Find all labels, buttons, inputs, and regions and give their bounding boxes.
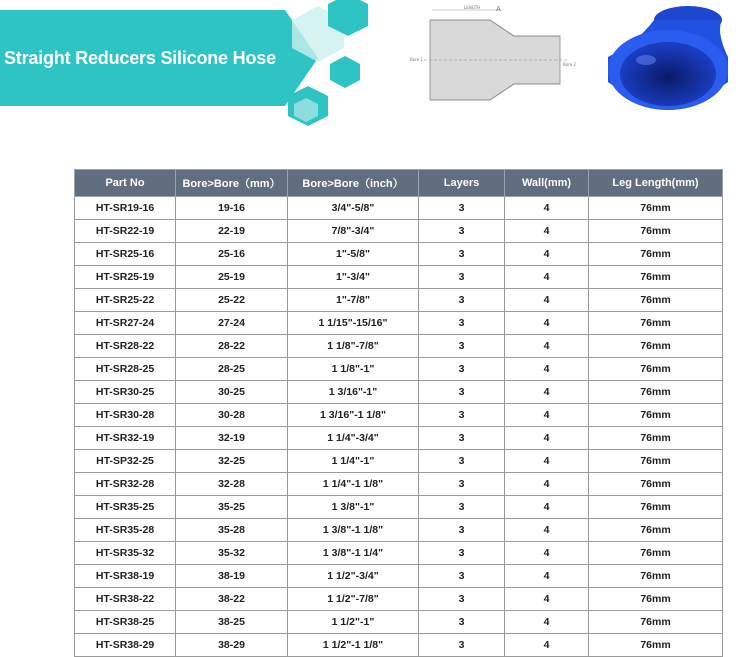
cell-wall: 4: [505, 611, 589, 634]
cell-leg-length: 76mm: [589, 473, 723, 496]
cell-bore-mm: 38-25: [176, 611, 288, 634]
table-header-row: [75, 170, 723, 197]
cell-part-no: HT-SR38-25: [75, 611, 176, 634]
cell-bore-inch: 1 1/8"-7/8": [288, 335, 419, 358]
header-part-no: Part No: [75, 170, 176, 197]
table-row: [75, 473, 723, 496]
cell-bore-mm: 25-19: [176, 266, 288, 289]
cell-bore-inch: 1 1/2"-1": [288, 611, 419, 634]
cell-layers: 3: [419, 335, 505, 358]
cell-bore-inch: 1 1/2"-3/4": [288, 565, 419, 588]
cell-leg-length: 76mm: [589, 519, 723, 542]
cell-leg-length: 76mm: [589, 289, 723, 312]
cell-bore-mm: 30-28: [176, 404, 288, 427]
cell-part-no: HT-SR19-16: [75, 197, 176, 220]
cell-bore-inch: 1"-3/4": [288, 266, 419, 289]
cell-leg-length: 76mm: [589, 611, 723, 634]
cell-bore-inch: 1 1/8"-1": [288, 358, 419, 381]
cell-wall: 4: [505, 335, 589, 358]
cell-wall: 4: [505, 565, 589, 588]
cell-bore-inch: 1 3/8"-1 1/4": [288, 542, 419, 565]
cell-bore-mm: 38-29: [176, 634, 288, 657]
cell-part-no: HT-SR30-25: [75, 381, 176, 404]
cell-part-no: HT-SR38-19: [75, 565, 176, 588]
cell-bore-mm: 38-19: [176, 565, 288, 588]
cell-part-no: HT-SP32-25: [75, 450, 176, 473]
cell-leg-length: 76mm: [589, 243, 723, 266]
cell-bore-mm: 35-25: [176, 496, 288, 519]
cell-leg-length: 76mm: [589, 381, 723, 404]
cell-wall: 4: [505, 220, 589, 243]
cell-layers: 3: [419, 634, 505, 657]
table-row: [75, 542, 723, 565]
cell-bore-inch: 1 1/4"-1 1/8": [288, 473, 419, 496]
cell-layers: 3: [419, 542, 505, 565]
cell-bore-mm: 27-24: [176, 312, 288, 335]
cell-wall: 4: [505, 588, 589, 611]
cell-bore-inch: 1 3/16"-1 1/8": [288, 404, 419, 427]
cell-bore-inch: 1 3/8"-1 1/8": [288, 519, 419, 542]
cell-wall: 4: [505, 243, 589, 266]
cell-wall: 4: [505, 404, 589, 427]
cell-part-no: HT-SR28-25: [75, 358, 176, 381]
cell-leg-length: 76mm: [589, 565, 723, 588]
cell-layers: 3: [419, 404, 505, 427]
cell-bore-mm: 32-28: [176, 473, 288, 496]
cell-leg-length: 76mm: [589, 335, 723, 358]
cell-part-no: HT-SR25-16: [75, 243, 176, 266]
table-row: [75, 289, 723, 312]
table-row: [75, 450, 723, 473]
cell-wall: 4: [505, 496, 589, 519]
header-bore-mm: Bore>Bore（mm）: [176, 170, 288, 197]
table-row: [75, 243, 723, 266]
cell-layers: 3: [419, 565, 505, 588]
cell-bore-mm: 28-22: [176, 335, 288, 358]
header-leg-length: Leg Length(mm): [589, 170, 723, 197]
table-row: [75, 496, 723, 519]
cell-bore-mm: 32-19: [176, 427, 288, 450]
cell-leg-length: 76mm: [589, 312, 723, 335]
cell-part-no: HT-SR35-32: [75, 542, 176, 565]
cell-part-no: HT-SR30-28: [75, 404, 176, 427]
bore2-label: Bore 2: [563, 62, 577, 67]
cell-part-no: HT-SR35-25: [75, 496, 176, 519]
cell-wall: 4: [505, 450, 589, 473]
cell-bore-mm: 25-16: [176, 243, 288, 266]
cell-bore-inch: 1"-7/8": [288, 289, 419, 312]
cell-leg-length: 76mm: [589, 266, 723, 289]
cell-wall: 4: [505, 312, 589, 335]
cell-leg-length: 76mm: [589, 404, 723, 427]
table-row: [75, 358, 723, 381]
cell-layers: 3: [419, 381, 505, 404]
blue-silicone-reducer-image: [598, 2, 738, 122]
table-row: [75, 519, 723, 542]
cell-bore-inch: 1 1/4"-3/4": [288, 427, 419, 450]
hose-dimension-diagram: [402, 2, 587, 110]
cell-bore-mm: 32-25: [176, 450, 288, 473]
header-layers: Layers: [419, 170, 505, 197]
cell-part-no: HT-SR28-22: [75, 335, 176, 358]
cell-wall: 4: [505, 427, 589, 450]
bore1-label: Bore 1: [410, 57, 424, 62]
table-row: [75, 404, 723, 427]
cell-wall: 4: [505, 266, 589, 289]
table-row: [75, 565, 723, 588]
cell-leg-length: 76mm: [589, 542, 723, 565]
cell-bore-inch: 3/4"-5/8": [288, 197, 419, 220]
letter-a-label: A: [496, 5, 501, 13]
cell-bore-mm: 19-16: [176, 197, 288, 220]
cell-bore-inch: 1 3/8"-1": [288, 496, 419, 519]
cell-bore-mm: 30-25: [176, 381, 288, 404]
cell-wall: 4: [505, 542, 589, 565]
cell-layers: 3: [419, 197, 505, 220]
table-row: [75, 312, 723, 335]
cell-layers: 3: [419, 473, 505, 496]
banner-title: Straight Reducers Silicone Hose: [4, 48, 276, 68]
cell-part-no: HT-SR38-29: [75, 634, 176, 657]
cell-layers: 3: [419, 220, 505, 243]
cell-bore-mm: 35-28: [176, 519, 288, 542]
product-banner: [0, 0, 750, 160]
cell-wall: 4: [505, 634, 589, 657]
cell-leg-length: 76mm: [589, 634, 723, 657]
cell-part-no: HT-SR22-19: [75, 220, 176, 243]
cell-layers: 3: [419, 588, 505, 611]
cell-layers: 3: [419, 312, 505, 335]
cell-wall: 4: [505, 519, 589, 542]
reducer-outline-drawing: [402, 2, 587, 110]
cell-leg-length: 76mm: [589, 450, 723, 473]
header-wall: Wall(mm): [505, 170, 589, 197]
cell-layers: 3: [419, 427, 505, 450]
table-row: [75, 588, 723, 611]
table-row: [75, 197, 723, 220]
cell-leg-length: 76mm: [589, 588, 723, 611]
table-row: [75, 220, 723, 243]
cell-wall: 4: [505, 381, 589, 404]
table-row: [75, 427, 723, 450]
cell-wall: 4: [505, 473, 589, 496]
cell-leg-length: 76mm: [589, 197, 723, 220]
table-row: [75, 634, 723, 657]
table-row: [75, 266, 723, 289]
cell-part-no: HT-SR35-28: [75, 519, 176, 542]
hexagon-banner-graphic: [0, 0, 380, 140]
hose-spec-table: [74, 169, 723, 657]
cell-layers: 3: [419, 450, 505, 473]
cell-leg-length: 76mm: [589, 496, 723, 519]
cell-layers: 3: [419, 519, 505, 542]
cell-bore-inch: 1 1/4"-1": [288, 450, 419, 473]
cell-bore-inch: 1"-5/8": [288, 243, 419, 266]
cell-leg-length: 76mm: [589, 427, 723, 450]
cell-wall: 4: [505, 358, 589, 381]
cell-bore-inch: 1 1/2"-1 1/8": [288, 634, 419, 657]
cell-part-no: HT-SR32-19: [75, 427, 176, 450]
cell-bore-inch: 7/8"-3/4": [288, 220, 419, 243]
length-label: LENGTH: [464, 5, 481, 10]
cell-layers: 3: [419, 266, 505, 289]
cell-leg-length: 76mm: [589, 220, 723, 243]
cell-leg-length: 76mm: [589, 358, 723, 381]
cell-part-no: HT-SR25-19: [75, 266, 176, 289]
cell-bore-inch: 1 1/2"-7/8": [288, 588, 419, 611]
cell-part-no: HT-SR25-22: [75, 289, 176, 312]
cell-layers: 3: [419, 289, 505, 312]
cell-bore-mm: 28-25: [176, 358, 288, 381]
table-body: [75, 197, 723, 657]
cell-bore-mm: 25-22: [176, 289, 288, 312]
cell-bore-mm: 22-19: [176, 220, 288, 243]
cell-part-no: HT-SR32-28: [75, 473, 176, 496]
cell-wall: 4: [505, 289, 589, 312]
cell-layers: 3: [419, 496, 505, 519]
table-row: [75, 335, 723, 358]
table-row: [75, 381, 723, 404]
cell-layers: 3: [419, 611, 505, 634]
cell-bore-inch: 1 3/16"-1": [288, 381, 419, 404]
table-row: [75, 611, 723, 634]
cell-wall: 4: [505, 197, 589, 220]
cell-bore-inch: 1 1/15"-15/16": [288, 312, 419, 335]
cell-bore-mm: 35-32: [176, 542, 288, 565]
cell-part-no: HT-SR38-22: [75, 588, 176, 611]
cell-layers: 3: [419, 358, 505, 381]
cell-part-no: HT-SR27-24: [75, 312, 176, 335]
header-bore-inch: Bore>Bore（inch）: [288, 170, 419, 197]
cell-bore-mm: 38-22: [176, 588, 288, 611]
cell-layers: 3: [419, 243, 505, 266]
